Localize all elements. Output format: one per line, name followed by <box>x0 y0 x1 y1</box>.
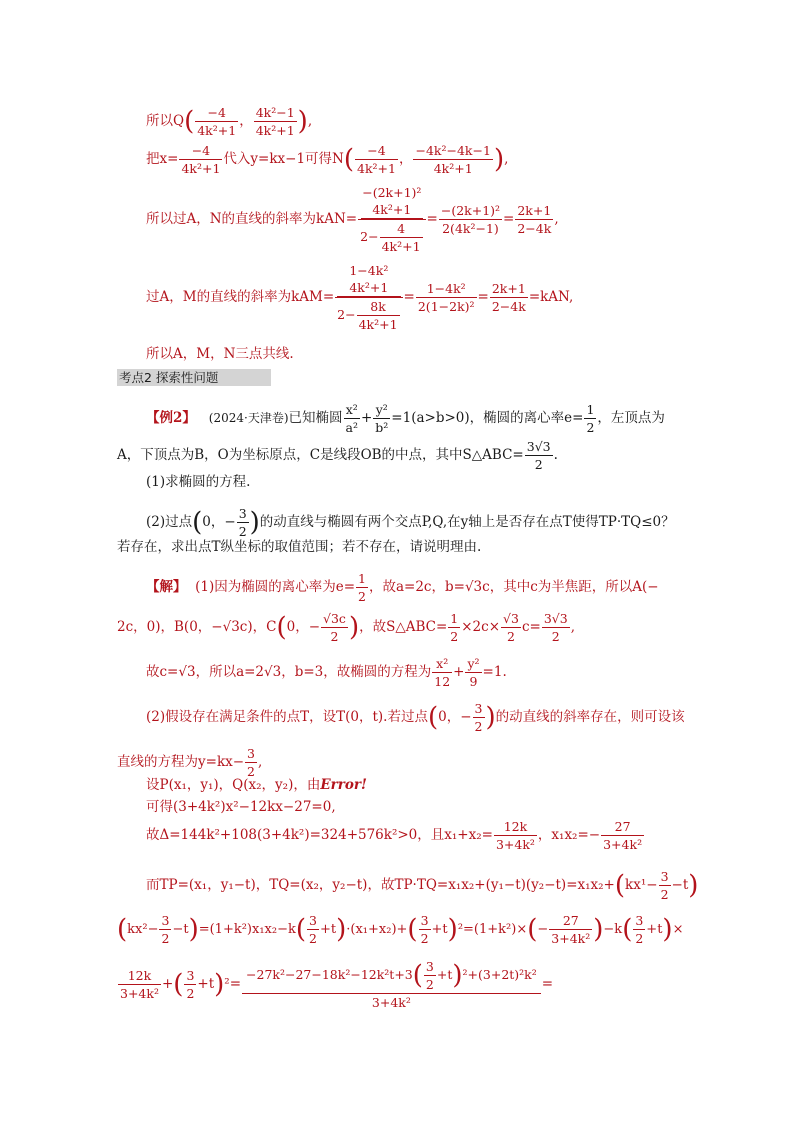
sol-s2c: ×2c× <box>461 619 501 635</box>
example-s-den: 2 <box>534 457 543 472</box>
sol-s8b: ，x₁x₂=− <box>537 827 601 843</box>
kan-den-den: 4k²+1 <box>381 239 421 254</box>
sol-s10f: +t <box>431 922 448 937</box>
kam-num-bottom: 4k²+1 <box>337 279 400 297</box>
ellipse-y-den: b² <box>375 420 389 435</box>
sol-e-num: 1 <box>358 571 366 586</box>
sol-c-den: 2 <box>330 629 339 644</box>
solution-line-11: $\frac{12k}{\text{3+4k²}}$ +( $\frac{3}{2}$ +t)²= −27k²−27−18k²−12k²t+3( $\frac{3}{2}$ +t)²+(3+2t)²k² 3+4k² = <box>120 959 554 1010</box>
sol-s1: (1)因为椭圆的离心率为e= <box>195 579 356 595</box>
sol-f3-den: 2 <box>551 629 560 644</box>
solution-line-10: (kx²− $\frac{3}{2}$ −t)=(1+k²)x₁x₂−k( $\frac{3}{2}$ +t)·(x₁+x₂)+( $\frac{3}{2}$ +t)²=(1+k²)×(− $\frac{27}{\text{3+4k²}}$ )−k( $\frac{3}{2}$ +t)× <box>117 913 684 946</box>
kam-prefix: 过A，M的直线的斜率为kAM= <box>146 289 335 305</box>
sol-s11d: = <box>541 976 554 992</box>
solution-line-1 <box>146 570 659 605</box>
sol-big-den: 3+4k² <box>371 995 411 1010</box>
sol-e-den: 2 <box>358 589 366 604</box>
example-line-1: 【例2】 (2024·天津卷)已知椭圆 $\frac{\text{x²}}{\text{a²}}$ + $\frac{\text{y²}}{\text{b²}}$ =1(a>b>0)，椭圆的离心率e= $\frac{1}{2}$ ，左顶点为 <box>146 402 665 435</box>
sol-s3a: 故c=√3，所以a=2√3，b=3，故椭圆的方程为 <box>146 664 432 680</box>
sol-s1b: ，故a=2c，b=√3c，其中c为半焦距，所以A(− <box>368 579 659 595</box>
sol-s10a: kx²− <box>127 922 159 937</box>
question-2: (2)过点(0，− $\frac{3}{2}$ )的动直线与椭圆有两个交点P,Q,在y轴上是否存在点T使得TP·TQ≤0？ <box>146 506 675 539</box>
sol-s8-f1-num: 12k <box>494 818 537 836</box>
sol-f2-num: √3 <box>503 611 519 626</box>
sol-s10h: −k <box>603 922 623 937</box>
solution-line-8 <box>146 818 645 853</box>
kam-eq2-den: 2−4k <box>491 299 526 314</box>
sol-s10c: =(1+k²)x₁x₂−k <box>198 922 296 937</box>
sol-c-num: √3c <box>323 611 346 626</box>
kan-num-bottom: 4k²+1 <box>372 202 412 217</box>
n-f3-den: 4k²+1 <box>433 161 473 176</box>
kan-eq1-den: 2(4k²−1) <box>442 221 499 236</box>
sol-s11b: +t <box>197 976 215 992</box>
solution-tag: 【解】 <box>146 579 187 595</box>
sol-s10d: +t <box>319 922 337 937</box>
sol-s11c: ²= <box>224 976 242 992</box>
sol-s9-tail: kx¹− <box>625 877 658 893</box>
example-e-den: 2 <box>586 420 595 435</box>
sol-big-num: −27k²−27−18k²−12k²t+3 <box>246 967 413 982</box>
kam-den-num: 8k <box>357 298 400 316</box>
q-f1-num: −4 <box>195 104 238 122</box>
kan-prefix: 所以过A，N的直线的斜率为kAN= <box>146 211 358 227</box>
ellipse-x-den: a² <box>345 420 358 435</box>
sol-f2-den: 2 <box>507 629 515 644</box>
sol-s8-f1-den: 3+4k² <box>495 837 535 852</box>
kam-num-top: 1−4k² <box>349 263 389 278</box>
n-f2-den: 4k²+1 <box>357 161 396 176</box>
sol-s10-f5-den: 2 <box>635 931 644 946</box>
sol-s5-den: 2 <box>247 764 255 779</box>
q2-point-num: 3 <box>238 506 247 521</box>
solution-line-5 <box>117 745 262 780</box>
sol-s10i: +t <box>646 922 663 937</box>
conclusion-line: 所以A，M，N三点共线. <box>146 346 294 362</box>
solution-line-7: 可得(3+4k²)x²−12kx−27=0, <box>146 799 336 815</box>
sol-s11-f2-den: 2 <box>186 986 195 1001</box>
example-line2-text: A，下顶点为B，O为坐标原点，C是线段OB的中点，其中S△ABC= <box>117 447 524 463</box>
kan-eq1-num: −(2k+1)² <box>440 203 501 218</box>
q-f1-den: 4k²+1 <box>197 123 237 138</box>
sol-s4a: (2)假设存在满足条件的点T，设T(0，t).若过点 <box>146 709 428 725</box>
sol-s2d: c= <box>521 619 541 635</box>
sol-s2b: ，故S△ABC= <box>359 619 448 635</box>
sol-y-num: y² <box>467 656 480 671</box>
sol-s4-den: 2 <box>474 719 483 734</box>
sol-s10-f3-den: 2 <box>420 931 429 946</box>
kan-eq2-num: 2k+1 <box>517 203 552 218</box>
example-s-num: 3√3 <box>526 439 551 454</box>
q-prefix: 所以Q <box>146 113 185 129</box>
solution-line-2: 2c，0)，B(0，−√3c)，C(0，− $\frac{√3c}{2}$ )，故S△ABC= $\frac{1}{2}$ ×2c× $\frac{√3}{2}$ c= $\frac{3√3}{2}$ , <box>117 611 575 644</box>
sol-s10-f5-num: 3 <box>635 913 644 928</box>
sol-s10-f2-den: 2 <box>309 931 317 946</box>
substitute-line: 把x= $\frac{-4}{\text{4k²+1}}$ 代入y=kx−1可得N( $\frac{-4}{\text{4k²+1}}$ ， $\frac{\text{−4k²−4k−1}}{\text{4k²+1}}$ ), <box>146 143 509 176</box>
solution-line-4: (2)假设存在满足条件的点T，设T(0，t).若过点(0，− $\frac{3}{2}$ )的动直线的斜率存在，则可设该 <box>146 701 685 734</box>
sol-big-mid: +t <box>436 967 453 982</box>
sol-big-f-den: 2 <box>425 977 434 992</box>
kam-den-den: 4k²+1 <box>358 317 398 332</box>
sol-s8a: 故Δ=144k²+108(3+4k²)=324+576k²>0，且x₁+x₂= <box>146 827 493 843</box>
question-1: (1)求椭圆的方程. <box>146 474 251 490</box>
sol-big-f-num: 3 <box>425 959 434 974</box>
sol-x-den: 12 <box>434 674 451 689</box>
sol-s10-f2-num: 3 <box>309 913 317 928</box>
kan-den-num: 4 <box>380 220 423 238</box>
sol-y-den: 9 <box>469 674 478 689</box>
example-tag: 【例2】 <box>146 410 196 426</box>
sol-s4b: 的动直线的斜率存在，则可设该 <box>495 709 685 725</box>
sol-s10e: ·(x₁+x₂)+ <box>346 922 408 937</box>
example-text1: 已知椭圆 <box>288 410 343 426</box>
kan-eq2-den: 2−4k <box>517 221 552 236</box>
sol-s2a: 2c，0)，B(0，−√3c)，C <box>117 619 277 635</box>
n-f3-num: −4k²−4k−1 <box>415 143 491 158</box>
solution-line-6 <box>146 776 367 794</box>
sol-s10j: × <box>672 922 684 937</box>
q-f2-num: 4k²−1 <box>255 105 295 120</box>
example-line-2: A，下顶点为B，O为坐标原点，C是线段OB的中点，其中S△ABC= $\frac{3√3}{2}$ . <box>117 439 558 472</box>
sol-s5-num: 3 <box>247 746 255 761</box>
example-text2: =1(a>b>0)，椭圆的离心率e= <box>391 410 584 426</box>
subst-mid: 代入y=kx−1可得N <box>223 151 344 167</box>
sol-s10-f3-num: 3 <box>420 913 429 928</box>
sol-s11-f1-den: 3+4k² <box>120 986 159 1001</box>
kam-eq1-den: 2(1−2k)² <box>417 299 475 314</box>
kan-num-top: −(2k+1)² <box>362 185 422 200</box>
sol-big-end: ²+(3+2t)²k² <box>462 967 537 982</box>
n-f2-num: −4 <box>355 142 398 160</box>
sol-s6a: 设P(x₁，y₁)，Q(x₂，y₂)，由 <box>146 777 321 793</box>
example-source: (2024·天津卷) <box>208 411 289 425</box>
sol-f1-num: 1 <box>450 611 459 626</box>
sol-s10-f4-pre: − <box>537 922 549 937</box>
sol-s5b: , <box>258 754 263 770</box>
subst-f-den: 4k²+1 <box>181 161 221 176</box>
subst-prefix: 把x= <box>146 151 179 167</box>
sol-f3-num: 3√3 <box>543 611 568 626</box>
sol-x-num: x² <box>432 655 452 673</box>
sol-f1-den: 2 <box>450 629 459 644</box>
q-point-line: 所以Q( $\frac{-4}{\text{4k²+1}}$ ， $\frac{\text{4k²−1}}{\text{4k²+1}}$ ), <box>146 105 313 138</box>
sol-s10-den: 2 <box>161 931 170 946</box>
ellipse-y-num: y² <box>373 401 390 419</box>
kan-den-pre: 2− <box>360 229 379 244</box>
sol-s8-f2-den: 3+4k² <box>603 837 643 852</box>
sol-s10-f4-den: 3+4k² <box>551 931 591 946</box>
error-text: Error! <box>320 777 367 793</box>
sol-s9-end: −t <box>671 877 689 893</box>
sol-s10-f4-num: 27 <box>549 912 592 930</box>
kan-line: 所以过A，N的直线的斜率为kAN= −(2k+1)² 4k²+1 2− $\frac{4}{\text{4k²+1}}$ = $\frac{\text{−(2k+1)²}}{\text{2(4k²−1)}}$ = $\frac{2k+1}{2-4k}$ , <box>146 185 559 254</box>
sol-s3b: =1. <box>482 664 507 680</box>
sol-s10b: −t <box>172 922 189 937</box>
sol-s10g: ²=(1+k²)× <box>457 922 528 937</box>
kam-suffix: =kAN, <box>528 289 574 305</box>
sol-s5a: 直线的方程为y=kx− <box>117 754 245 770</box>
sol-s11-f1-num: 12k <box>118 967 161 985</box>
example-text3: ，左顶点为 <box>597 410 665 426</box>
q2-post: 的动直线与椭圆有两个交点P,Q,在y轴上是否存在点T使得TP·TQ≤0？ <box>259 514 675 530</box>
subst-f-num: −4 <box>179 142 222 160</box>
sol-s11a: + <box>161 976 174 992</box>
sol-s8-f2-num: 27 <box>601 818 644 836</box>
question-2-line-2: 若存在，求出点T纵坐标的取值范围；若不存在，请说明理由. <box>117 539 482 555</box>
q-f2-den: 4k²+1 <box>255 123 295 138</box>
example-e-num: 1 <box>586 402 595 417</box>
kam-eq1-num: 1−4k² <box>416 280 477 298</box>
sol-s9: 而TP=(x₁，y₁−t)，TQ=(x₂，y₂−t)，故TP·TQ=x₁x₂+(y₁−t)(y₂−t)=x₁x₂+ <box>146 877 615 893</box>
ellipse-x-num: x² <box>344 401 360 419</box>
section-heading: 考点2 探索性问题 <box>117 369 271 386</box>
sol-s9-num: 3 <box>660 869 669 884</box>
solution-line-9: 而TP=(x₁，y₁−t)，TQ=(x₂，y₂−t)，故TP·TQ=x₁x₂+(y₁−t)(y₂−t)=x₁x₂+(kx¹− $\frac{3}{2}$ −t) <box>146 869 699 902</box>
sol-s4-num: 3 <box>474 701 483 716</box>
kam-eq2-num: 2k+1 <box>491 281 526 296</box>
kam-den-pre: 2− <box>337 307 356 322</box>
q2-point-x: 0，− <box>202 514 236 530</box>
sol-s10-num: 3 <box>161 913 170 928</box>
solution-line-3: 故c=√3，所以a=2√3，b=3，故椭圆的方程为 $\frac{\text{x²}}{12}$ + $\frac{\text{y²}}{9}$ =1. <box>146 656 507 689</box>
sol-s11-f2-num: 3 <box>186 968 195 983</box>
q2-point-den: 2 <box>238 524 247 539</box>
q2-pre: (2)过点 <box>146 514 193 530</box>
sol-s2e: , <box>570 619 575 635</box>
kam-line: 过A，M的直线的斜率为kAM= 1−4k² 4k²+1 2− $\frac{8k}{\text{4k²+1}}$ = $\frac{\text{1−4k²}}{\text{2(1−2k)²}}$ = $\frac{2k+1}{2-4k}$ =kAN, <box>146 263 574 332</box>
sol-s9-den: 2 <box>660 887 669 902</box>
